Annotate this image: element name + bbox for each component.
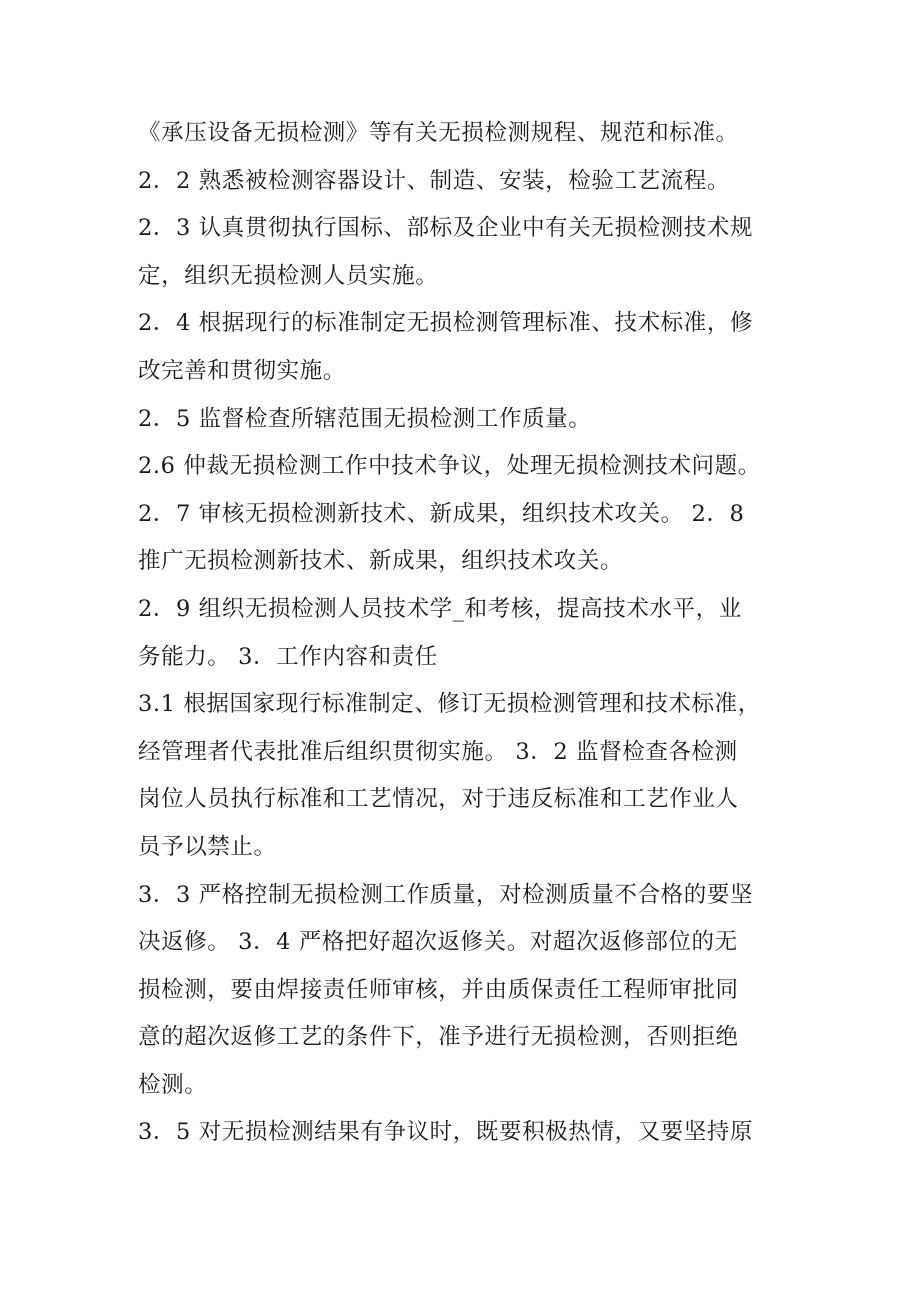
text-line: 2．7 审核无损检测新技术、新成果，组织技术攻关。 2．8 bbox=[138, 500, 745, 527]
text-line: 2．2 熟悉被检测容器设计、制造、安装，检验工艺流程。 bbox=[138, 167, 730, 194]
document-body bbox=[138, 110, 798, 1157]
text-line: 2.6 仲裁无损检测工作中技术争议，处理无损检测技术问题。 bbox=[138, 453, 761, 480]
text-line: 2．5 监督检查所辖范围无损检测工作质量。 bbox=[138, 405, 592, 432]
text-line: 员予以禁止。 bbox=[138, 833, 277, 860]
text-line: 2．4 根据现行的标准制定无损检测管理标准、技术标准，修 bbox=[138, 310, 754, 337]
text-line: 3．5 对无损检测结果有争议时，既要积极热情，又要坚持原 bbox=[138, 1119, 754, 1146]
text-line: 2．3 认真贯彻执行国标、部标及企业中有关无损检测技术规 bbox=[138, 215, 754, 242]
text-line: 改完善和贯彻实施。 bbox=[138, 357, 346, 384]
text-line: 推广无损检测新技术、新成果，组织技术攻关。 bbox=[138, 548, 624, 575]
text-line: 检测。 bbox=[138, 1071, 208, 1098]
text-line: 岗位人员执行标准和工艺情况，对于违反标准和工艺作业人 bbox=[138, 786, 739, 813]
text-line: 经管理者代表批准后组织贯彻实施。 3．2 监督检查各检测 bbox=[138, 738, 738, 765]
text-line: 定，组织无损检测人员实施。 bbox=[138, 262, 439, 289]
text-line: 《承压设备无损检测》等有关无损检测规程、规范和标准。 bbox=[138, 120, 739, 146]
text-line: 意的超次返修工艺的条件下，准予进行无损检测，否则拒绝 bbox=[138, 1024, 739, 1051]
text-line: 务能力。 3．工作内容和责任 bbox=[138, 643, 438, 670]
text-line: 损检测，要由焊接责任师审核，并由质保责任工程师审批同 bbox=[138, 976, 739, 1003]
text-line: 决返修。 3．4 严格把好超次返修关。对超次返修部位的无 bbox=[138, 929, 738, 956]
text-line: 2．9 组织无损检测人员技术学_和考核，提高技术水平，业 bbox=[138, 595, 742, 622]
text-line: 3.1 根据国家现行标准制定、修订无损检测管理和技术标准， bbox=[138, 691, 761, 718]
text-line: 3．3 严格控制无损检测工作质量，对检测质量不合格的要坚 bbox=[138, 881, 754, 908]
